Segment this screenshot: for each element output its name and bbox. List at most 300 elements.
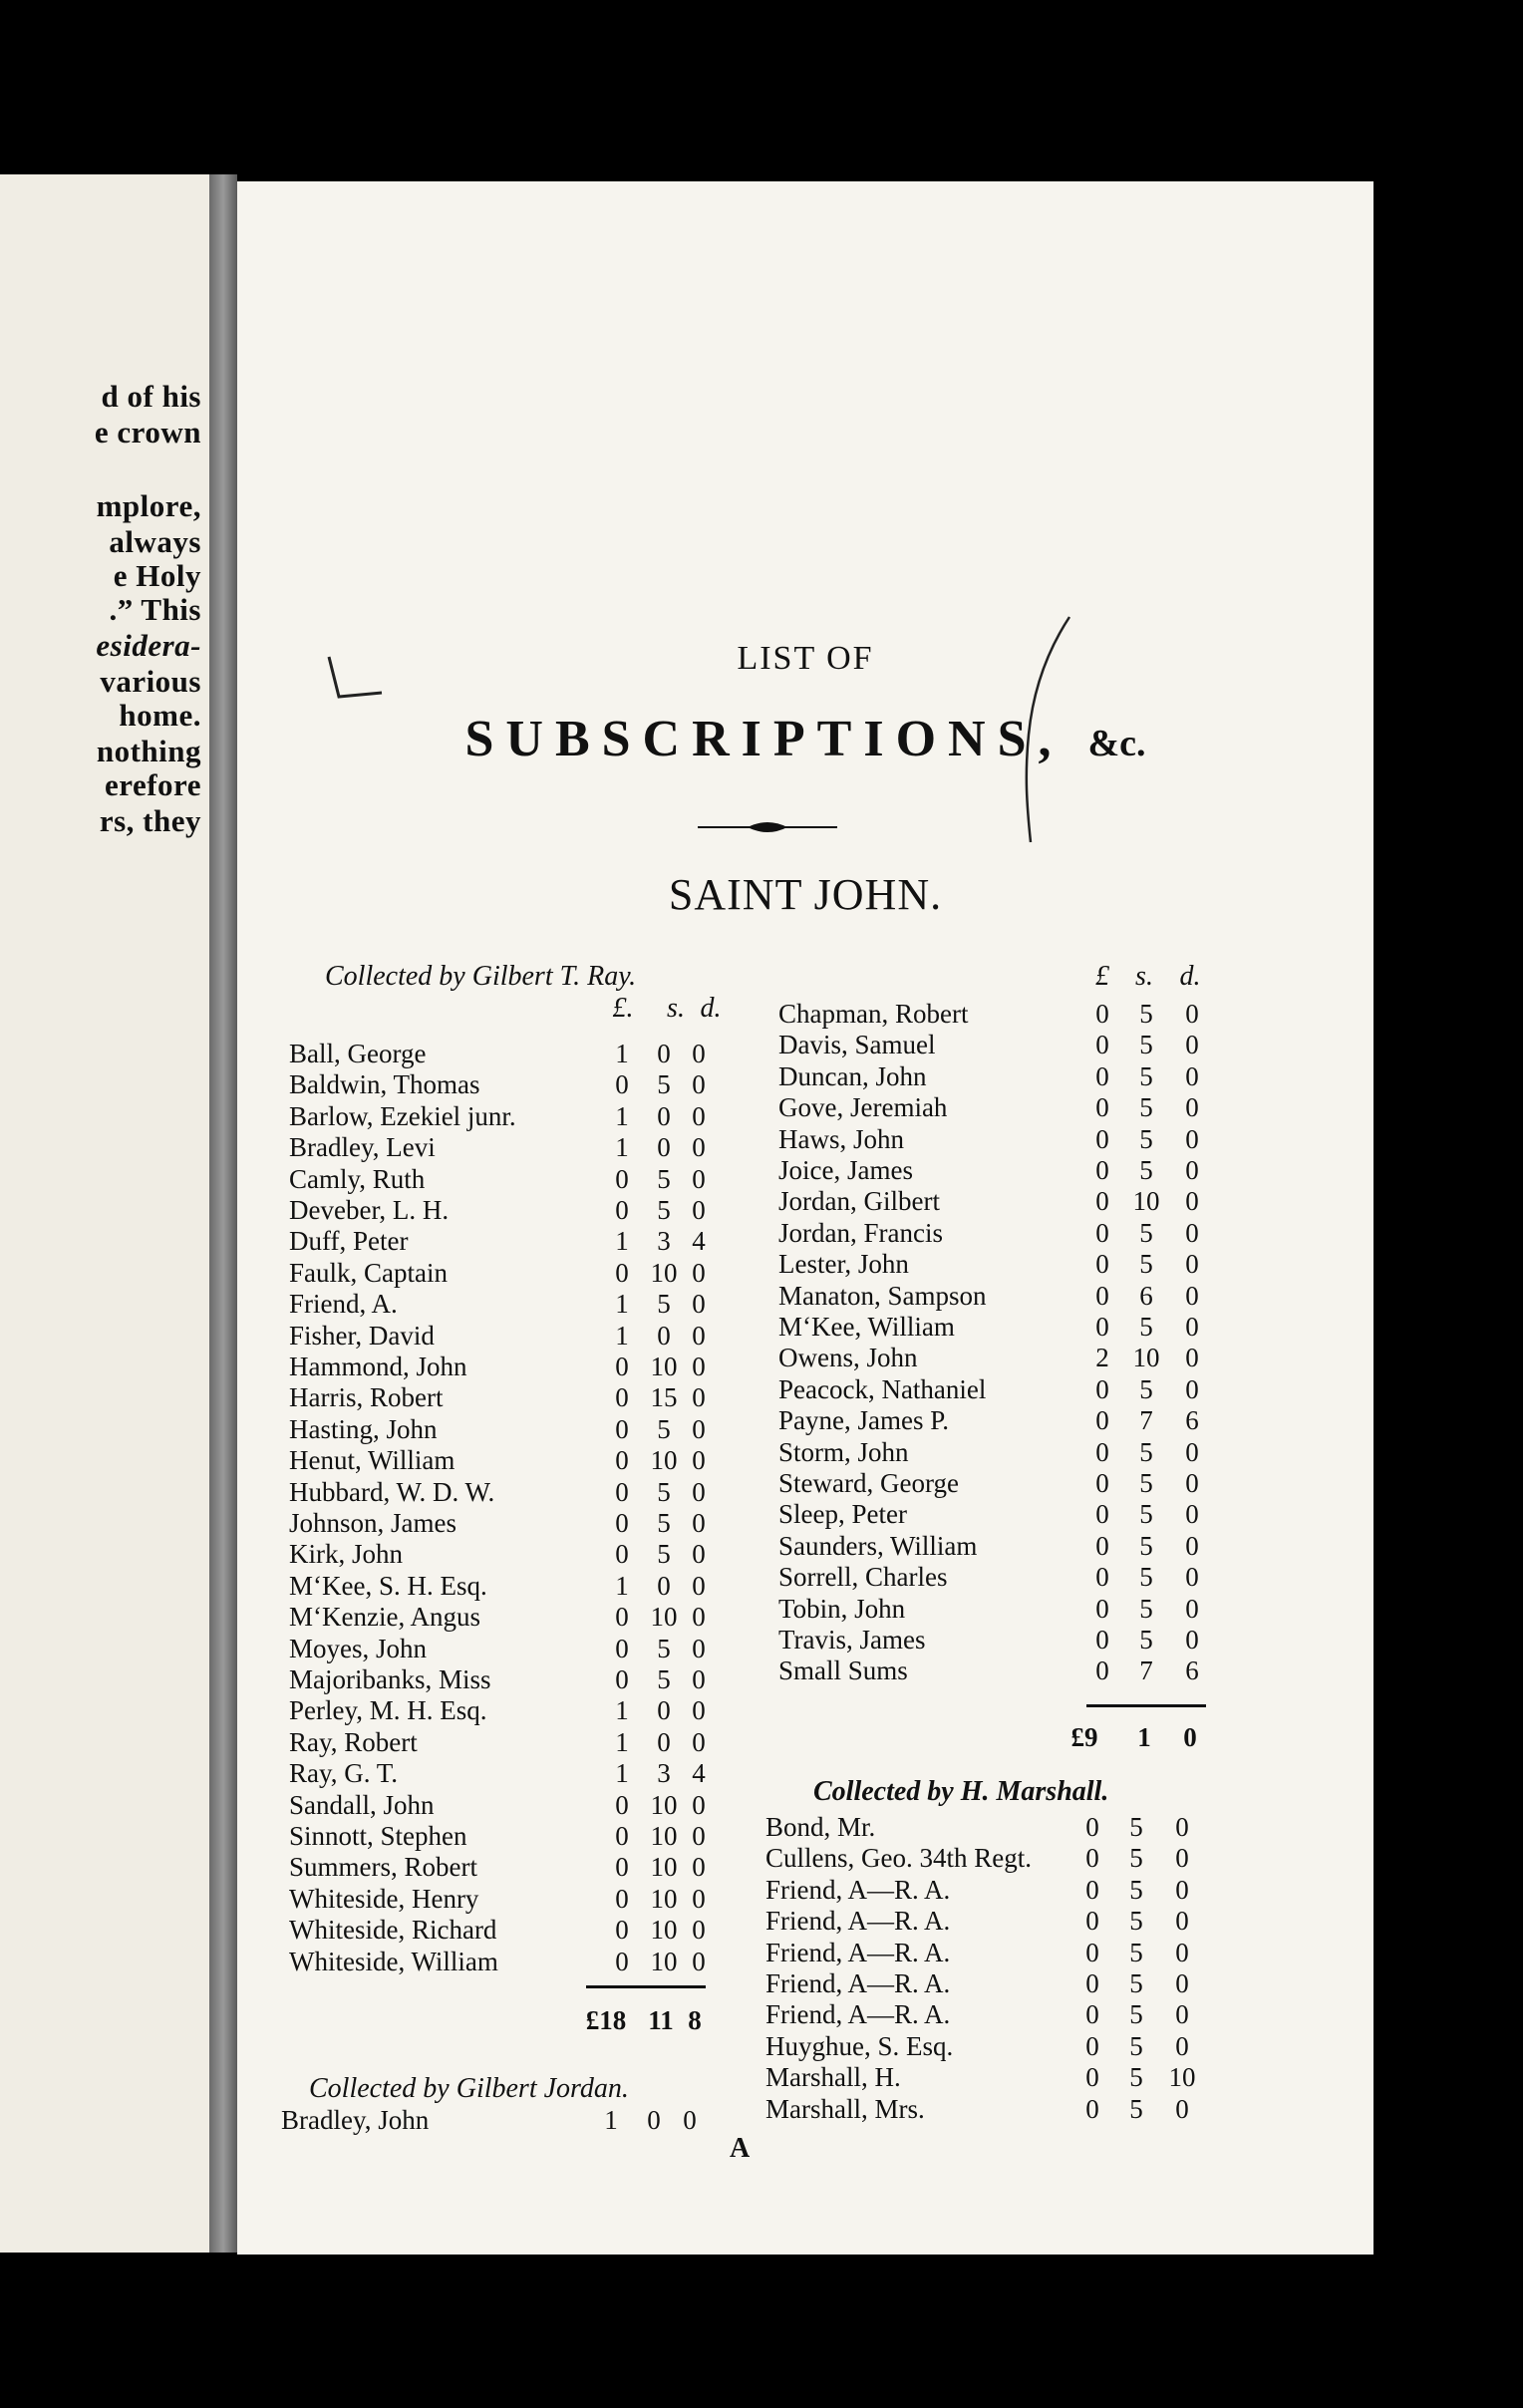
amount-pence: 0 <box>1185 1155 1199 1185</box>
list-item <box>289 1445 721 1476</box>
total-right-shillings: 1 <box>1137 1722 1151 1752</box>
amount-shillings: 10 <box>650 1946 678 1976</box>
amount-shillings: 5 <box>1129 1843 1143 1874</box>
subscriber-name: Manaton, Sampson <box>778 1280 987 1311</box>
amount-pence: 0 <box>1185 1625 1199 1655</box>
amount-pounds: 0 <box>615 1602 629 1633</box>
subscriber-name: Faulk, Captain <box>289 1257 448 1288</box>
amount-pounds: 1 <box>615 1100 629 1131</box>
subscriber-name: Sandall, John <box>289 1789 435 1820</box>
amount-shillings: 10 <box>650 1352 678 1381</box>
amount-pounds: 1 <box>615 1289 629 1320</box>
subscriber-name: Peacock, Nathaniel <box>778 1373 987 1404</box>
list-item <box>289 1915 721 1946</box>
facing-page-line: erefore <box>105 767 201 802</box>
amount-pounds: 1 <box>615 1570 629 1601</box>
amount-pounds: 0 <box>1095 1092 1109 1123</box>
subscriber-name: Steward, George <box>778 1468 959 1498</box>
list-item <box>778 1124 1214 1155</box>
subscriber-name: Chapman, Robert <box>778 999 969 1029</box>
amount-shillings: 5 <box>1139 1092 1153 1123</box>
subscriber-name: Owens, John <box>778 1343 918 1373</box>
amount-pounds: 1 <box>604 2105 618 2135</box>
amount-pence: 0 <box>1175 1999 1189 2030</box>
facing-page-line: various <box>100 664 201 699</box>
subscriber-name: Friend, A—R. A. <box>765 1968 951 1998</box>
amount-shillings: 5 <box>1129 1874 1143 1905</box>
list-item <box>765 1968 1204 1999</box>
amount-pounds: 0 <box>615 1257 629 1288</box>
subscriber-name: Lester, John <box>778 1249 909 1280</box>
amount-pounds: 0 <box>1095 1593 1109 1624</box>
amount-pounds: 0 <box>1085 1999 1099 2030</box>
amount-pence: 0 <box>1185 1186 1199 1217</box>
amount-pence: 0 <box>1185 1312 1199 1342</box>
amount-shillings: 0 <box>657 1100 671 1131</box>
list-item <box>778 1405 1214 1436</box>
amount-shillings: 15 <box>650 1382 678 1413</box>
facing-page-line: d of his <box>101 379 201 414</box>
subscriber-name: Bond, Mr. <box>765 1812 876 1842</box>
heading-city: SAINT JOHN. <box>668 870 943 919</box>
amount-shillings: 5 <box>1139 1468 1153 1498</box>
subscriber-name: Davis, Samuel <box>778 1030 936 1060</box>
facing-page <box>0 174 209 2253</box>
amount-pounds: 1 <box>615 1226 629 1257</box>
subscriber-name: Hammond, John <box>289 1352 467 1381</box>
amount-shillings: 5 <box>657 1163 671 1194</box>
amount-pounds: 0 <box>1085 1843 1099 1874</box>
list-item <box>765 1843 1204 1874</box>
column-head-pence-right: d. <box>1179 961 1201 992</box>
subscriber-name: Duncan, John <box>778 1060 927 1091</box>
amount-pounds: 0 <box>1085 1812 1099 1842</box>
amount-pence: 0 <box>692 1664 706 1694</box>
amount-pence: 10 <box>1168 2062 1196 2093</box>
total-rule-left <box>586 1985 706 1988</box>
facing-page-line: always <box>109 524 201 559</box>
amount-shillings: 5 <box>1139 1155 1153 1185</box>
subscriber-name: Huyghue, S. Esq. <box>765 2030 954 2061</box>
amount-shillings: 5 <box>1139 1373 1153 1404</box>
amount-pounds: 0 <box>615 1633 629 1663</box>
amount-pence: 0 <box>692 1789 706 1820</box>
amount-pence: 0 <box>692 1602 706 1633</box>
amount-pence: 0 <box>1185 999 1199 1029</box>
amount-pounds: 0 <box>1085 1937 1099 1967</box>
list-item <box>765 1906 1204 1937</box>
amount-pounds: 0 <box>1085 2062 1099 2093</box>
amount-pence: 0 <box>1185 1530 1199 1561</box>
list-item <box>289 1758 721 1789</box>
list-item <box>778 1249 1214 1280</box>
amount-shillings: 5 <box>1129 1999 1143 2030</box>
list-item <box>778 1061 1214 1092</box>
heading-list-of: LIST OF <box>737 640 874 677</box>
subscriber-name: Whiteside, Henry <box>289 1883 479 1914</box>
list-item <box>765 2031 1204 2062</box>
list-item <box>289 1884 721 1915</box>
list-item <box>289 1258 721 1289</box>
list-item <box>765 1938 1204 1968</box>
amount-pence: 0 <box>1175 1937 1189 1967</box>
amount-pounds: 0 <box>615 1382 629 1413</box>
amount-pounds: 0 <box>1095 1186 1109 1217</box>
list-item <box>778 1312 1214 1343</box>
list-item <box>289 1069 721 1100</box>
list-item <box>778 1155 1214 1186</box>
subscriber-name: Cullens, Geo. 34th Regt. <box>765 1843 1032 1874</box>
amount-pence: 0 <box>692 1883 706 1914</box>
list-item <box>765 1812 1204 1843</box>
amount-shillings: 5 <box>657 1413 671 1444</box>
amount-pence: 0 <box>692 1508 706 1538</box>
subscriber-name: Henut, William <box>289 1445 456 1476</box>
list-item <box>778 1030 1214 1060</box>
list-item <box>289 1132 721 1163</box>
amount-shillings: 5 <box>1139 1030 1153 1060</box>
collector-heading-3: Collected by H. Marshall. <box>813 1776 1109 1807</box>
amount-pence: 0 <box>1185 1217 1199 1248</box>
list-item <box>289 1634 721 1664</box>
amount-pence: 0 <box>1185 1343 1199 1373</box>
amount-pence: 0 <box>692 1413 706 1444</box>
etc-abbrev: &c. <box>1087 723 1146 764</box>
amount-pounds: 1 <box>615 1695 629 1726</box>
amount-pence: 0 <box>692 1289 706 1320</box>
subscriber-name: Marshall, Mrs. <box>765 2093 925 2124</box>
list-item <box>289 1321 721 1352</box>
amount-pence: 0 <box>692 1132 706 1163</box>
list-item <box>289 1821 721 1852</box>
list-item <box>289 1852 721 1883</box>
list-item <box>289 1508 721 1539</box>
amount-pence: 0 <box>1185 1280 1199 1311</box>
collector-heading-2: Collected by Gilbert Jordan. <box>309 2073 629 2104</box>
amount-pounds: 1 <box>615 1758 629 1789</box>
amount-shillings: 0 <box>657 1726 671 1757</box>
amount-pence: 0 <box>1175 2093 1189 2124</box>
amount-pence: 0 <box>692 1570 706 1601</box>
subscriber-name: Small Sums <box>778 1656 908 1686</box>
subscriber-name: Deveber, L. H. <box>289 1195 450 1225</box>
amount-shillings: 0 <box>657 1320 671 1351</box>
amount-shillings: 5 <box>657 1539 671 1570</box>
amount-pence: 0 <box>1185 1436 1199 1467</box>
subscriber-name: Barlow, Ezekiel junr. <box>289 1100 516 1131</box>
subscriber-name: Friend, A—R. A. <box>765 1937 951 1967</box>
amount-shillings: 0 <box>657 1039 671 1068</box>
page <box>237 181 1373 2255</box>
amount-pounds: 0 <box>1095 1562 1109 1593</box>
subscriber-name: Fisher, David <box>289 1320 435 1351</box>
list-item <box>778 1281 1214 1312</box>
list-item <box>778 1218 1214 1249</box>
amount-pounds: 0 <box>615 1413 629 1444</box>
subscriber-name: Bradley, John <box>281 2105 430 2135</box>
subscriber-name: Ball, George <box>289 1039 427 1068</box>
amount-pounds: 0 <box>1095 999 1109 1029</box>
amount-pounds: 0 <box>615 1195 629 1225</box>
amount-pounds: 0 <box>1095 1060 1109 1091</box>
amount-pence: 0 <box>1185 1030 1199 1060</box>
subscriber-name: Baldwin, Thomas <box>289 1069 480 1100</box>
column-head-shillings-right: s. <box>1135 961 1153 992</box>
amount-shillings: 3 <box>657 1226 671 1257</box>
list-item <box>289 1790 721 1821</box>
amount-shillings: 5 <box>1129 1906 1143 1937</box>
amount-shillings: 5 <box>1139 1530 1153 1561</box>
amount-pounds: 2 <box>1095 1343 1109 1373</box>
amount-pounds: 0 <box>1095 1155 1109 1185</box>
amount-pounds: 0 <box>615 1946 629 1976</box>
amount-pounds: 0 <box>615 1789 629 1820</box>
subscriber-name: M‘Kee, S. H. Esq. <box>289 1570 487 1601</box>
list-item <box>765 1999 1204 2030</box>
subscriber-name: Sinnott, Stephen <box>289 1821 467 1851</box>
subscriber-name: Haws, John <box>778 1123 904 1154</box>
facing-page-line: e crown <box>94 415 201 450</box>
amount-pence: 0 <box>692 1695 706 1726</box>
list-item <box>778 1374 1214 1405</box>
amount-pounds: 1 <box>615 1320 629 1351</box>
amount-pounds: 0 <box>1085 1906 1099 1937</box>
amount-pence: 0 <box>692 1352 706 1381</box>
subscriber-name: Tobin, John <box>778 1593 906 1624</box>
amount-shillings: 10 <box>650 1257 678 1288</box>
amount-pence: 0 <box>692 1039 706 1068</box>
subscriber-name: Majoribanks, Miss <box>289 1664 491 1694</box>
amount-pence: 6 <box>1185 1656 1199 1686</box>
list-item <box>289 1382 721 1413</box>
amount-shillings: 10 <box>650 1445 678 1476</box>
amount-pounds: 0 <box>615 1069 629 1100</box>
amount-shillings: 5 <box>1129 2093 1143 2124</box>
facing-page-line: rs, they <box>99 803 201 838</box>
amount-pounds: 0 <box>1095 1249 1109 1280</box>
amount-pounds: 1 <box>615 1132 629 1163</box>
amount-pounds: 0 <box>1085 1874 1099 1905</box>
amount-pounds: 0 <box>1095 1656 1109 1686</box>
amount-pounds: 0 <box>615 1852 629 1883</box>
list-item <box>765 1875 1204 1906</box>
amount-pence: 4 <box>692 1226 706 1257</box>
list-item <box>289 1477 721 1508</box>
amount-pounds: 0 <box>1095 1625 1109 1655</box>
amount-pence: 0 <box>692 1946 706 1976</box>
subscriber-name: Johnson, James <box>289 1508 457 1538</box>
amount-pounds: 0 <box>1095 1123 1109 1154</box>
total-left-pence: 8 <box>688 2005 702 2035</box>
amount-pounds: 0 <box>1095 1217 1109 1248</box>
amount-shillings: 5 <box>1129 1937 1143 1967</box>
subscriber-name: Payne, James P. <box>778 1405 949 1436</box>
list-item <box>778 1625 1214 1656</box>
list-item <box>778 999 1214 1030</box>
amount-shillings: 5 <box>657 1289 671 1320</box>
list-item <box>289 1571 721 1602</box>
list-item <box>289 1226 721 1257</box>
amount-pounds: 0 <box>1085 2030 1099 2061</box>
list-item <box>289 1289 721 1320</box>
list-item <box>289 1039 721 1069</box>
amount-shillings: 5 <box>1139 1625 1153 1655</box>
amount-shillings: 10 <box>1132 1343 1160 1373</box>
facing-page-line: mplore, <box>96 488 201 523</box>
facing-page-line: e Holy <box>113 558 201 593</box>
amount-pence: 0 <box>1175 1812 1189 1842</box>
amount-shillings: 5 <box>1139 1499 1153 1530</box>
total-rule-right <box>1086 1704 1206 1707</box>
amount-shillings: 5 <box>1139 999 1153 1029</box>
list-item <box>778 1092 1214 1123</box>
amount-shillings: 10 <box>650 1789 678 1820</box>
amount-pounds: 0 <box>615 1915 629 1946</box>
list-item <box>289 1414 721 1445</box>
amount-shillings: 10 <box>650 1915 678 1946</box>
subscriber-name: M‘Kee, William <box>778 1312 955 1342</box>
amount-shillings: 5 <box>1139 1123 1153 1154</box>
amount-shillings: 5 <box>657 1664 671 1694</box>
subscriber-name: Friend, A. <box>289 1289 398 1320</box>
amount-shillings: 0 <box>657 1695 671 1726</box>
amount-pounds: 1 <box>615 1039 629 1068</box>
subscriptions-word: SUBSCRIPTIONS, <box>464 711 1064 767</box>
collector-heading: Collected by Gilbert T. Ray. <box>325 961 637 992</box>
list-item <box>778 1186 1214 1217</box>
list-item <box>289 1664 721 1695</box>
amount-pounds: 0 <box>1095 1312 1109 1342</box>
total-left-pounds: £18 <box>585 2005 627 2035</box>
total-right-pence: 0 <box>1183 1722 1197 1752</box>
amount-pence: 0 <box>692 1915 706 1946</box>
amount-pounds: 0 <box>615 1445 629 1476</box>
amount-pounds: 0 <box>615 1539 629 1570</box>
facing-page-line: esidera- <box>96 628 201 663</box>
amount-pounds: 0 <box>615 1163 629 1194</box>
amount-pounds: 0 <box>1095 1030 1109 1060</box>
amount-shillings: 0 <box>657 1132 671 1163</box>
amount-shillings: 5 <box>657 1633 671 1663</box>
column-head-pounds-right: £ <box>1095 961 1109 992</box>
facing-page-line: .” This <box>109 592 201 627</box>
amount-pence: 0 <box>692 1257 706 1288</box>
amount-shillings: 6 <box>1139 1280 1153 1311</box>
amount-pounds: 0 <box>615 1476 629 1507</box>
subscriber-name: Sorrell, Charles <box>778 1562 948 1593</box>
subscriber-name: Saunders, William <box>778 1530 978 1561</box>
total-left-shillings: 11 <box>648 2005 674 2035</box>
subscriber-name: Harris, Robert <box>289 1382 444 1413</box>
amount-pence: 0 <box>1185 1562 1199 1593</box>
column-head-pence: d. <box>700 993 722 1024</box>
amount-pence: 0 <box>1185 1373 1199 1404</box>
subscriber-name: Ray, Robert <box>289 1726 418 1757</box>
amount-pence: 0 <box>1185 1249 1199 1280</box>
signature-mark: A <box>730 2133 751 2164</box>
amount-shillings: 7 <box>1139 1405 1153 1436</box>
amount-pence: 0 <box>692 1445 706 1476</box>
amount-pounds: 0 <box>1095 1405 1109 1436</box>
amount-pence: 0 <box>1175 2030 1189 2061</box>
list-item <box>289 1539 721 1570</box>
subscriber-name: Friend, A—R. A. <box>765 1999 951 2030</box>
amount-shillings: 5 <box>1139 1249 1153 1280</box>
amount-pounds: 1 <box>615 1726 629 1757</box>
subscriber-name: Travis, James <box>778 1625 926 1655</box>
amount-shillings: 5 <box>657 1476 671 1507</box>
column-head-pounds: £. <box>612 993 634 1024</box>
amount-pence: 0 <box>1185 1123 1199 1154</box>
heading-subscriptions <box>237 710 1373 768</box>
amount-pence: 0 <box>683 2105 697 2135</box>
subscriber-name: M‘Kenzie, Angus <box>289 1602 480 1633</box>
amount-shillings: 10 <box>650 1821 678 1851</box>
subscriber-name: Jordan, Gilbert <box>778 1186 940 1217</box>
list-item <box>765 2062 1204 2093</box>
amount-shillings: 5 <box>1129 2030 1143 2061</box>
amount-pence: 0 <box>1175 1874 1189 1905</box>
amount-pounds: 0 <box>1095 1530 1109 1561</box>
subscriber-name: Sleep, Peter <box>778 1499 907 1530</box>
subscriber-name: Summers, Robert <box>289 1852 477 1883</box>
amount-shillings: 5 <box>1129 1968 1143 1998</box>
list-item <box>281 2105 712 2136</box>
amount-shillings: 5 <box>657 1195 671 1225</box>
subscriber-name: Hubbard, W. D. W. <box>289 1476 495 1507</box>
amount-shillings: 5 <box>1139 1060 1153 1091</box>
amount-shillings: 0 <box>647 2105 661 2135</box>
amount-pounds: 0 <box>1095 1373 1109 1404</box>
amount-pence: 0 <box>692 1069 706 1100</box>
list-item <box>289 1947 721 1977</box>
ornament-rule <box>698 817 837 837</box>
amount-shillings: 5 <box>1129 2062 1143 2093</box>
subscriber-name: Camly, Ruth <box>289 1163 426 1194</box>
amount-shillings: 7 <box>1139 1656 1153 1686</box>
amount-pounds: 0 <box>1095 1280 1109 1311</box>
amount-pence: 0 <box>1175 1843 1189 1874</box>
amount-pence: 0 <box>692 1821 706 1851</box>
list-item <box>289 1727 721 1758</box>
list-item <box>289 1164 721 1195</box>
amount-pence: 0 <box>692 1195 706 1225</box>
subscriber-name: Kirk, John <box>289 1539 403 1570</box>
column-head-shillings: s. <box>667 993 685 1024</box>
amount-pence: 0 <box>1185 1060 1199 1091</box>
subscriber-name: Hasting, John <box>289 1413 438 1444</box>
amount-pounds: 0 <box>1095 1499 1109 1530</box>
amount-pence: 0 <box>692 1320 706 1351</box>
amount-pence: 0 <box>692 1852 706 1883</box>
amount-shillings: 5 <box>1129 1812 1143 1842</box>
amount-pence: 0 <box>692 1100 706 1131</box>
amount-pence: 0 <box>1185 1593 1199 1624</box>
amount-shillings: 10 <box>650 1852 678 1883</box>
amount-pence: 4 <box>692 1758 706 1789</box>
facing-page-line: nothing <box>96 734 201 768</box>
amount-shillings: 0 <box>657 1570 671 1601</box>
amount-shillings: 3 <box>657 1758 671 1789</box>
amount-pounds: 0 <box>615 1664 629 1694</box>
subscriber-name: Moyes, John <box>289 1633 428 1663</box>
amount-shillings: 5 <box>1139 1436 1153 1467</box>
subscriber-name: Duff, Peter <box>289 1226 409 1257</box>
list-item <box>289 1695 721 1726</box>
amount-pence: 0 <box>1185 1092 1199 1123</box>
list-item <box>778 1562 1214 1593</box>
amount-pounds: 0 <box>615 1821 629 1851</box>
